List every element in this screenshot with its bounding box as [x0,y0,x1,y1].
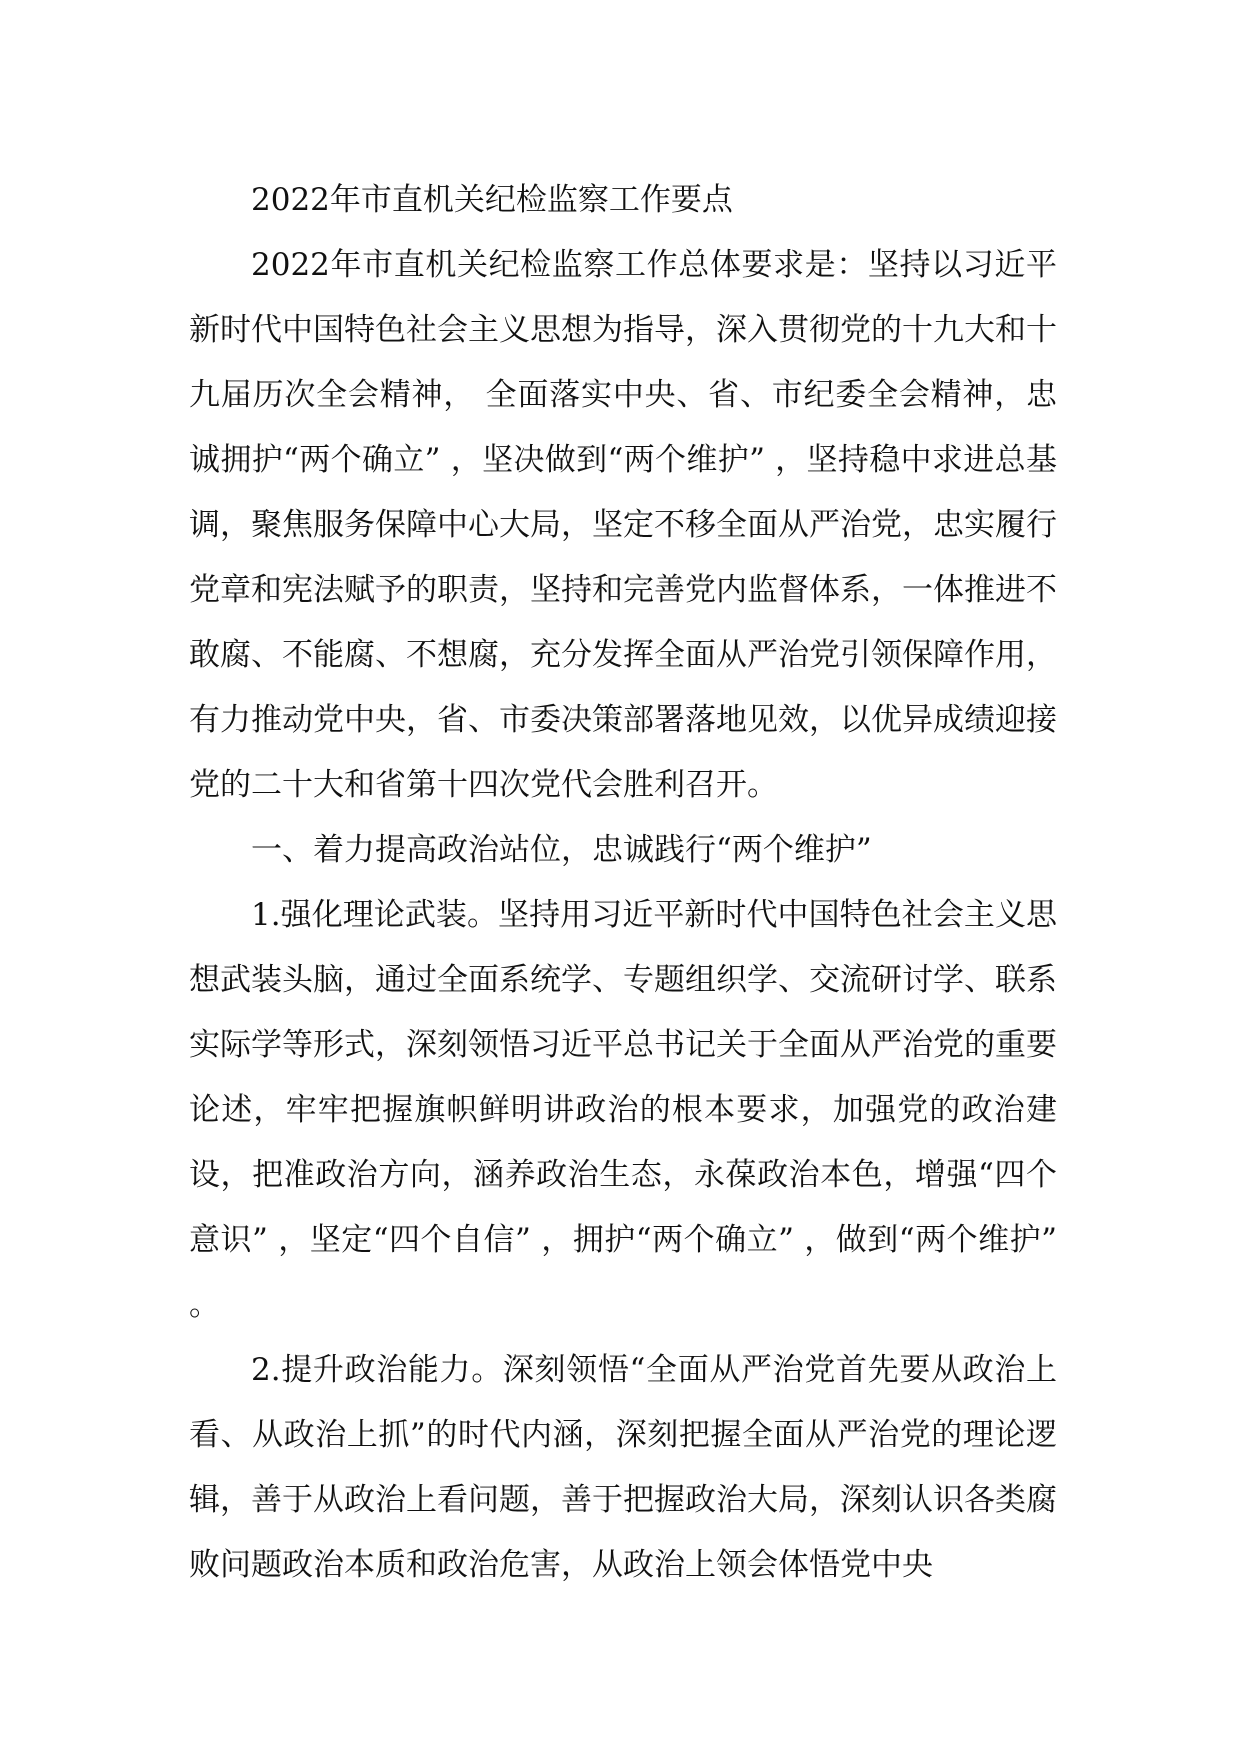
section-heading-1: 一、着力提高政治站位，忠诚践行“两个维护” [251,832,872,868]
paragraph-general-requirements: 2022年市直机关纪检监察工作总体要求是：坚持以习近平新时代中国特色社会主义思想为指导，深入贯彻党的十九大和十九届历次全会精神， 全面落实中央、省、市纪委全会精神，忠诚拥护“两个确立” ，坚决做到“两个维护” ，坚持稳中求进总基调，聚焦服务保障中心大局，坚定不移全面从严治党，忠实履行党章和宪法赋予的职责，坚持和完善党内监督体系，一体推进不敢腐、不能腐、不想腐，充分发挥全面从严治党引领保障作用，有力推动党中央，省、市委决策部署落地见效，以优异成绩迎接党的二十大和省第十四次党代会胜利召开。 [189,247,1057,803]
document-body [189,168,1057,1598]
paragraph-item-2: 2.提升政治能力。深刻领悟“全面从严治党首先要从政治上看、从政治上抓”的时代内涵，深刻把握全面从严治党的理论逻辑，善于从政治上看问题，善于把握政治大局，深刻认识各类腐败问题政治本质和政治危害，从政治上领会体悟党中央 [189,1352,1057,1583]
paragraph-item-1: 1.强化理论武装。坚持用习近平新时代中国特色社会主义思想武装头脑，通过全面系统学、专题组织学、交流研讨学、联系实际学等形式，深刻领悟习近平总书记关于全面从严治党的重要论述，牢牢把握旗帜鲜明讲政治的根本要求，加强党的政治建设，把准政治方向，涵养政治生态，永葆政治本色，增强“四个意识” ，坚定“四个自信” ，拥护“两个确立” ，做到“两个维护” 。 [189,897,1057,1323]
document-title: 2022年市直机关纪检监察工作要点 [251,182,733,218]
